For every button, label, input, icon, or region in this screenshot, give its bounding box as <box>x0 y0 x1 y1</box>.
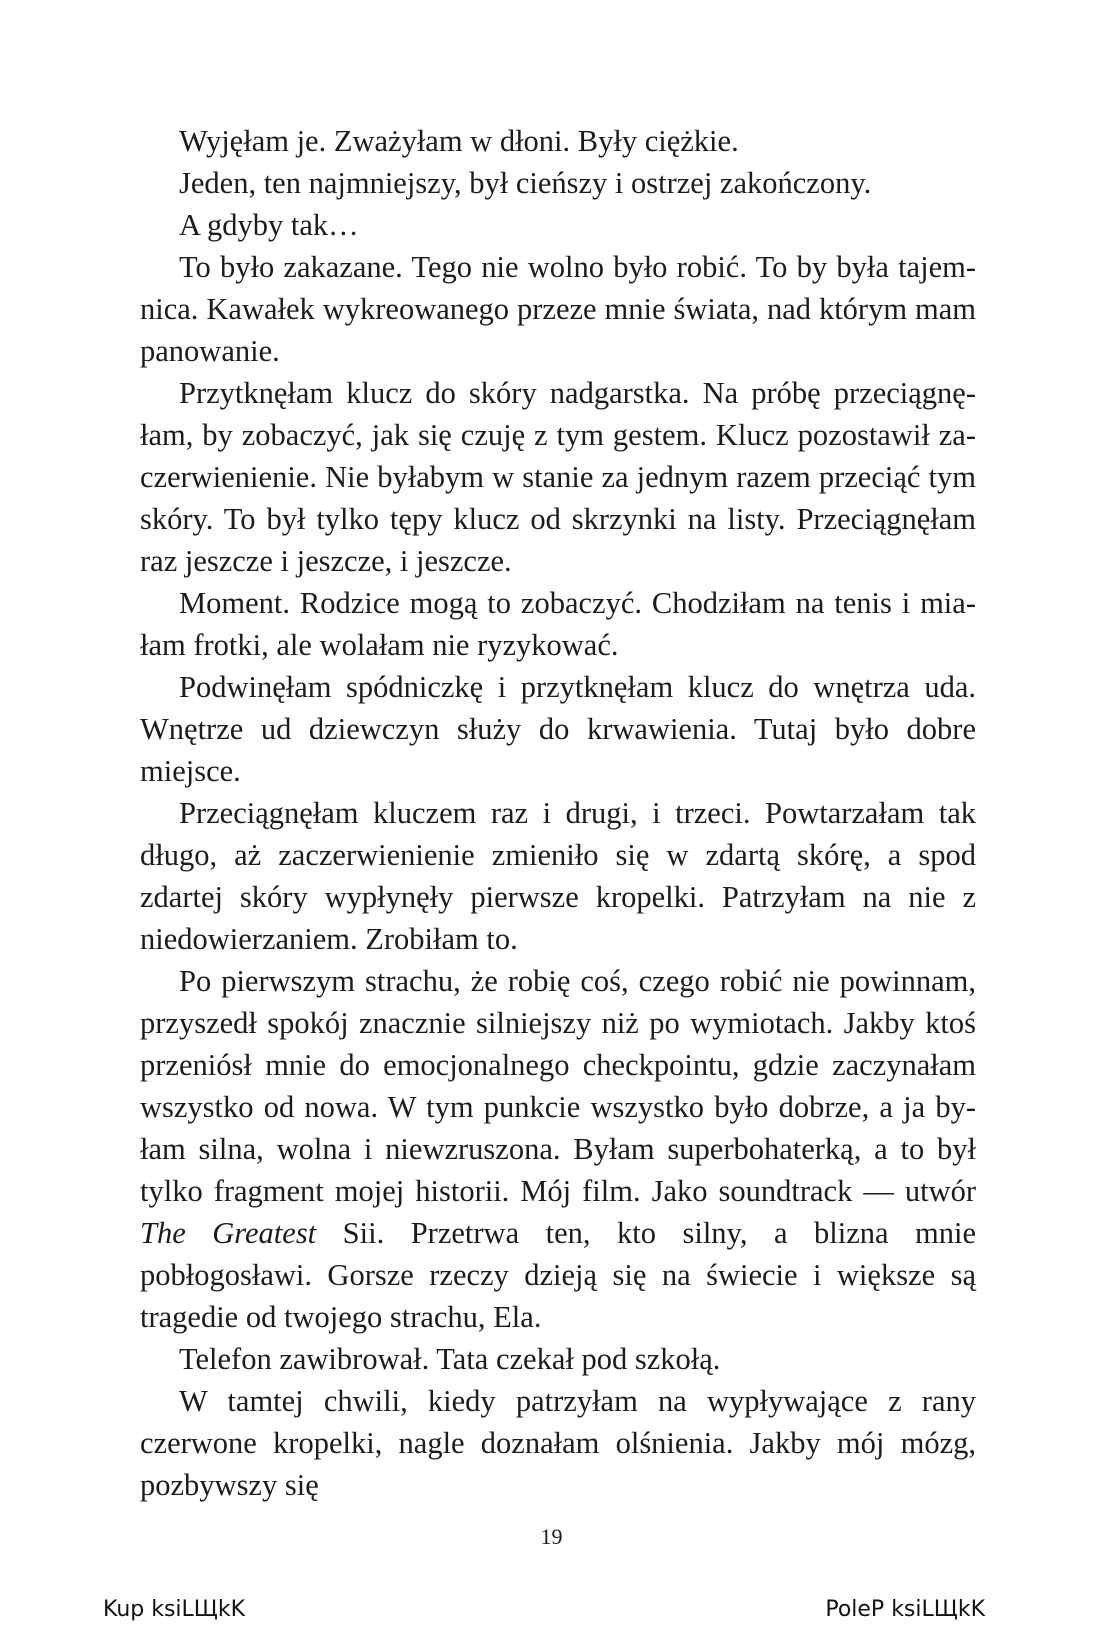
page-body-text <box>140 120 976 1506</box>
paragraph: Telefon zawibrował. Tata czekał pod szkołą. <box>179 1342 721 1376</box>
paragraph: Przytknęłam klucz do skóry nadgarstka. Na próbę przeciągnęłam, by zobaczyć, jak się czuję z tym gestem. Klucz pozostawił zaczerwienienie. Nie byłabym w stanie za jednym razem przeciąć tym skóry. To był tylko tępy klucz od skrzynki na listy. Przeciągnęłam raz jeszcze i jeszcze, i jeszcze. <box>140 376 976 578</box>
paragraph: To było zakazane. Tego nie wolno było robić. To by była tajemnica. Kawałek wykreowanego przeze mnie świata, nad którym mam panowanie. <box>140 250 976 368</box>
paragraph: Podwinęłam spódniczkę i przytknęłam klucz do wnętrza uda. Wnętrze ud dziewczyn służy do krwawienia. Tutaj było dobre miejsce. <box>140 670 976 788</box>
paragraph: Przeciągnęłam kluczem raz i drugi, i trzeci. Powtarzałam tak długo, aż zaczerwienienie zmieniło się w zdartą skórę, a spod zdartej skóry wypłynęły pierwsze kropelki. Patrzyłam na nie z niedowierzaniem. Zrobiłam to. <box>140 796 976 956</box>
song-title: The Greatest <box>140 1216 317 1250</box>
paragraph-text-part: Sii. Przetrwa ten, kto silny, a blizna mnie pobłogosławi. Gorsze rzeczy dzieją się na świecie i większe są tragedie od twojego strachu, Ela. <box>140 1216 977 1334</box>
page-number: 19 <box>540 1524 563 1549</box>
paragraph-with-song-title <box>140 960 976 1338</box>
paragraph: Jeden, ten najmniejszy, był cieńszy i ostrzej zakończony. <box>179 166 872 200</box>
paragraph-text-part: Po pierwszym strachu, że robię coś, czego robić nie powinnam, przyszedł spokój znacznie silniejszy niż po wymiotach. Jakby ktoś przeniósł mnie do emocjonalnego checkpointu, gdzie zaczynałam wszystko od nowa. W tym punkcie wszystko było dobrze, a ja byłam silna, wolna i niewzruszona. Byłam superbohaterką, a to był tylko fragment mojej historii. Mój film. Jako soundtrack — utwór <box>140 964 976 1208</box>
paragraph: A gdyby tak… <box>179 208 359 242</box>
paragraph: W tamtej chwili, kiedy patrzyłam na wypływające z rany czerwone kropelki, nagle doznałam olśnienia. Jakby mój mózg, pozbywszy się <box>140 1384 976 1502</box>
paragraph: Wyjęłam je. Zważyłam w dłoni. Były ciężkie. <box>179 124 739 158</box>
paragraph: Moment. Rodzice mogą to zobaczyć. Chodziłam na tenis i miałam frotki, ale wolałam nie ryzykować. <box>140 586 976 662</box>
recommend-book-link[interactable]: PoleP ksiLЩkK <box>825 1597 985 1622</box>
buy-book-link[interactable]: Kup ksiLЩkK <box>103 1597 246 1622</box>
